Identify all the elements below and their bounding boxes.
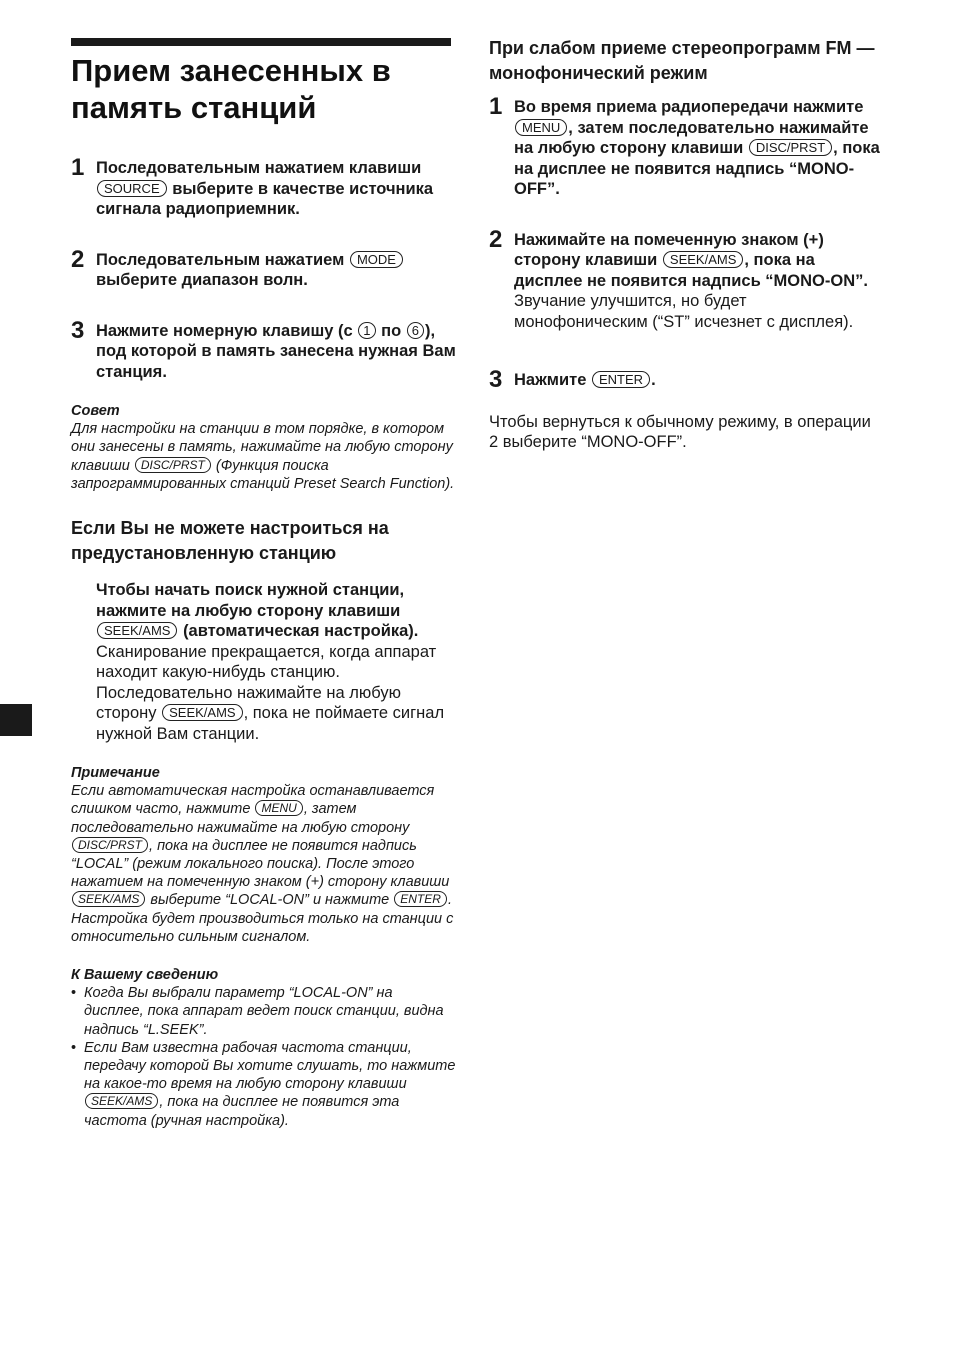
section-body <box>71 580 456 744</box>
page-title: Прием занесенных в память станций <box>71 53 391 125</box>
mono-step-2 <box>489 225 884 333</box>
seek-ams-key: SEEK/AMS <box>72 891 145 907</box>
mono-step-1: 1 Во время приема радиопередачи нажмите MENU , затем последовательно нажимайте на любую сторону клавиши DISC/PRST , пока на дисплее не появится надпись “MONO-OFF”. <box>489 93 880 198</box>
step-number: 2 <box>489 225 503 253</box>
step-number: 1 <box>71 154 85 181</box>
seek-ams-key: SEEK/AMS <box>85 1093 158 1109</box>
title-rule <box>71 38 451 46</box>
section-tab-marker <box>0 704 32 736</box>
note-block <box>71 764 456 946</box>
tip-text: Для настройки на станции в том порядке, в котором они занесены в память, нажимайте на любую сторону клавиши DISC/PRST (Функция поиска запрограммированных станций Preset Search Function). <box>71 421 455 492</box>
mono-step-3: 3 Нажмите ENTER . <box>489 366 656 393</box>
enter-key: ENTER <box>394 891 447 907</box>
enter-key: ENTER <box>592 371 650 388</box>
note-text: Если автоматическая настройка останавливается слишком часто, нажмите MENU , затем последовательно нажимайте на любую сторону DISC/PRST , пока на дисплее не появится надпись “LOCAL” (режим локального поиска). После этого нажатием на помеченную знаком (+) сторону клавиши SEEK/AMS выберите “LOCAL-ON” и нажмите ENTER . Настройка будет производиться только на станции с относительно сильным сигналом. <box>71 783 454 945</box>
disc-prst-key: DISC/PRST <box>135 457 211 473</box>
step-number: 3 <box>71 316 85 344</box>
info-bullet-2: • Если Вам известна рабочая частота станции, передачу которой Вы хотите слушать, то нажмите на какое-то время на любую сторону клавиши SEEK/AMS , пока на дисплее не появится эта частота (ручная настройка). <box>71 1039 456 1130</box>
info-block <box>71 966 456 1130</box>
info-label: К Вашему сведению <box>71 967 219 984</box>
mono-section-heading: При слабом приеме стереопрограмм FM — монофонический режим <box>489 38 875 83</box>
tip-label: Совет <box>71 403 120 419</box>
step-2: 2 Последовательным нажатием MODE выберите диапазон волн. <box>71 250 456 291</box>
note-label: Примечание <box>71 765 160 782</box>
disc-prst-key: DISC/PRST <box>749 139 832 156</box>
seek-ams-key: SEEK/AMS <box>663 251 743 268</box>
step-number: 3 <box>489 366 503 393</box>
step-number: 2 <box>71 245 85 273</box>
menu-key: MENU <box>515 119 567 136</box>
mono-step-2-result: Звучание улучшится, но будет монофоническим (“ST” исчезнет с дисплея). <box>514 292 854 331</box>
preset-6-key: 6 <box>407 322 424 339</box>
right-column <box>489 36 884 453</box>
section-heading: Если Вы не можете настроиться на предустановленную станцию <box>71 518 389 564</box>
tip-block <box>71 402 456 493</box>
info-bullet-1: • Когда Вы выбрали параметр “LOCAL-ON” на дисплее, пока аппарат ведет поиск станции, видна надпись “L.SEEK”. <box>71 984 456 1039</box>
step-1: 1 Последовательным нажатием клавиши SOURCE выберите в качестве источника сигнала радиоприемник. <box>71 154 434 218</box>
disc-prst-key: DISC/PRST <box>72 837 148 853</box>
section-explanation: Сканирование прекращается, когда аппарат находит какую-нибудь станцию. Последовательно нажимайте на любую сторону SEEK/AMS , пока не поймаете сигнал нужной Вам станции. <box>96 642 445 743</box>
seek-ams-key: SEEK/AMS <box>162 704 242 721</box>
preset-1-key: 1 <box>358 322 375 339</box>
menu-key: MENU <box>255 800 302 816</box>
seek-ams-key: SEEK/AMS <box>97 622 177 639</box>
mode-key: MODE <box>350 251 403 268</box>
mono-step-2-instruction: Нажимайте на помеченную знаком (+) сторону клавиши SEEK/AMS , пока на дисплее не появится надпись “MONO-ON”. <box>514 230 868 290</box>
step-number: 1 <box>489 93 503 120</box>
section-instruction: Чтобы начать поиск нужной станции, нажмите на любую сторону клавиши SEEK/AMS (автоматическая настройка). <box>96 581 419 641</box>
left-column <box>71 52 456 1130</box>
source-key: SOURCE <box>97 180 167 197</box>
step-3: 3 Нажмите номерную клавишу (с 1 по 6 ), под которой в память занесена нужная Вам станция. <box>71 316 456 381</box>
mono-footer-text: Чтобы вернуться к обычному режиму, в операции 2 выберите “MONO-OFF”. <box>489 412 871 451</box>
